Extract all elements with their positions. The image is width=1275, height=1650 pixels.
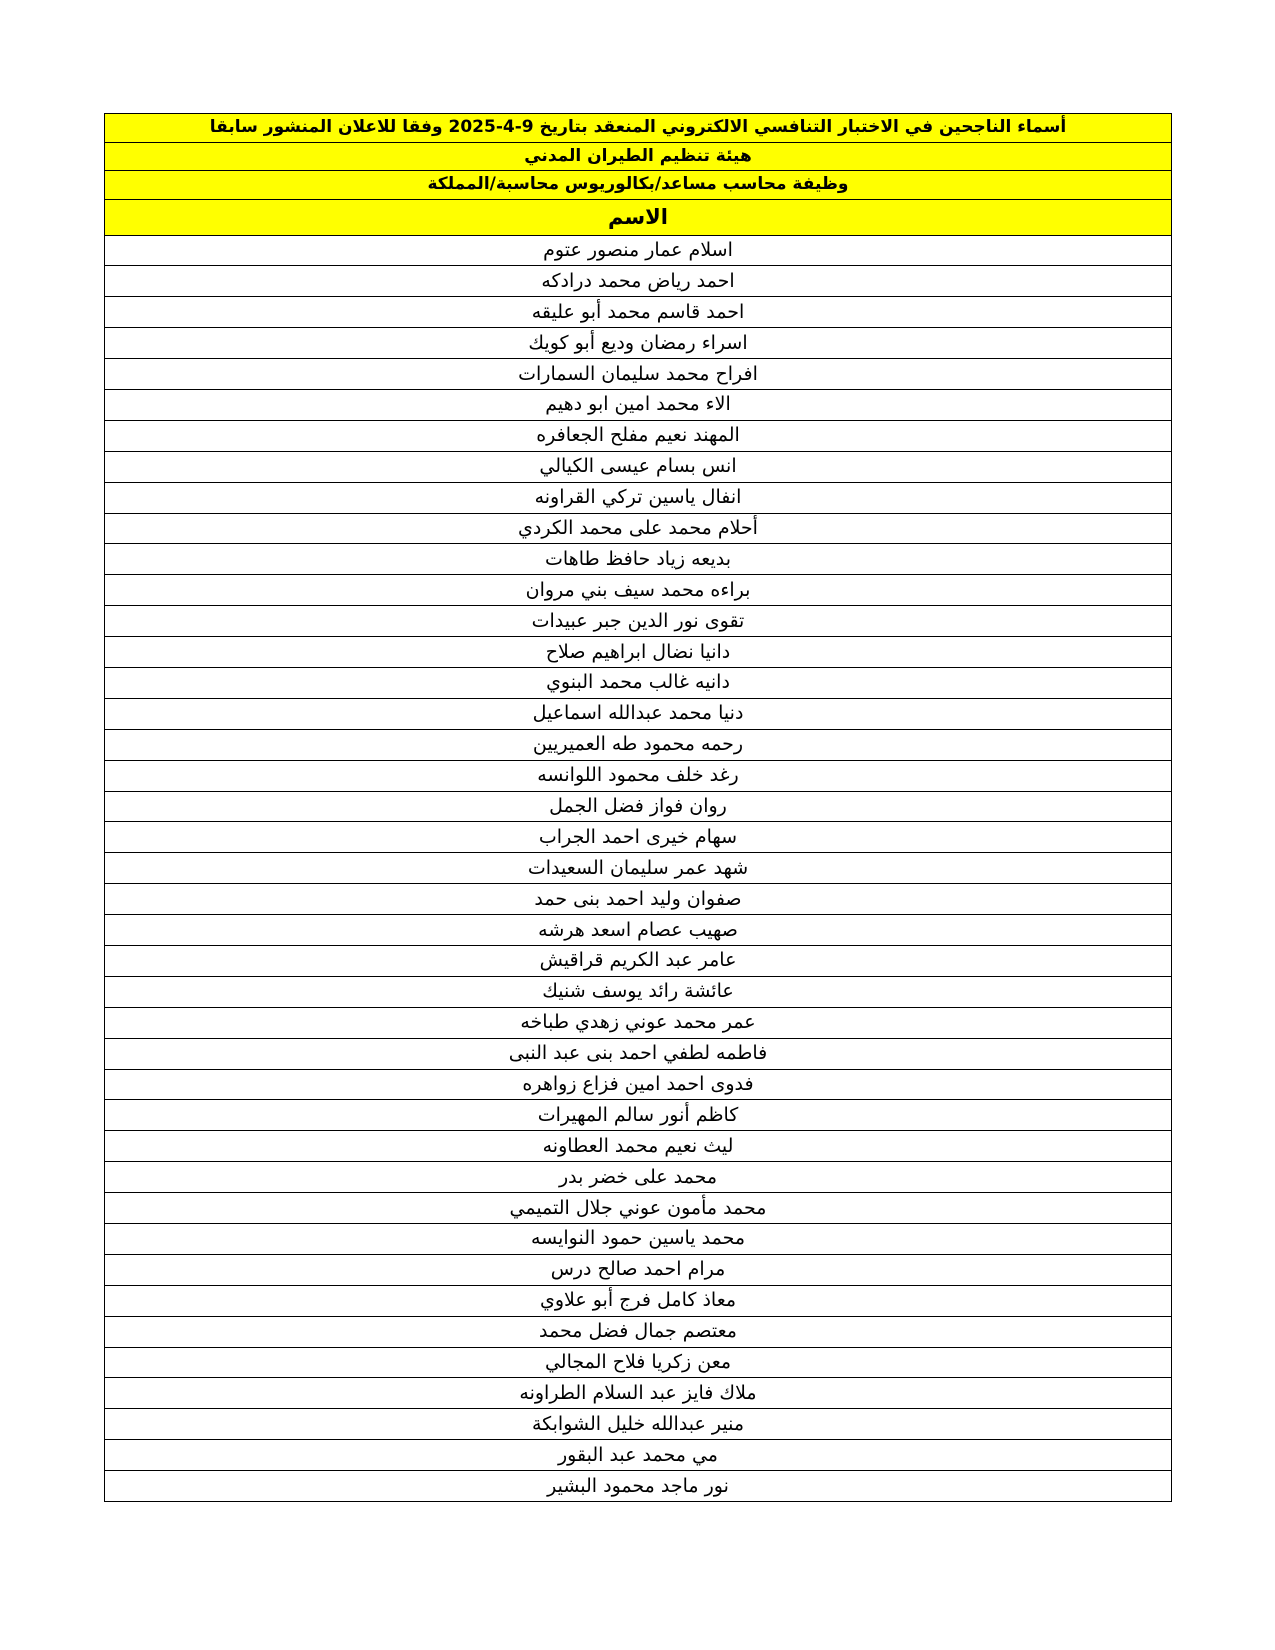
candidate-name: احمد قاسم محمد أبو عليقه (105, 297, 1172, 328)
candidate-name: مرام احمد صالح درس (105, 1254, 1172, 1285)
table-row (105, 328, 1172, 359)
candidate-name: معن زكريا فلاح المجالي (105, 1347, 1172, 1378)
candidate-name: مي محمد عبد البقور (105, 1440, 1172, 1471)
table-row (105, 945, 1172, 976)
candidate-name: افراح محمد سليمان السمارات (105, 359, 1172, 390)
candidate-name: تقوى نور الدين جبر عبيدات (105, 606, 1172, 637)
table-row (105, 1007, 1172, 1038)
table-row (105, 729, 1172, 760)
table-row (105, 1378, 1172, 1409)
table-row (105, 637, 1172, 668)
table-row (105, 482, 1172, 513)
title-row (105, 114, 1172, 143)
organization-name: هيئة تنظيم الطيران المدني (105, 142, 1172, 171)
table-row (105, 359, 1172, 390)
candidate-name: صفوان وليد احمد بنى حمد (105, 884, 1172, 915)
table-row (105, 822, 1172, 853)
table-row (105, 853, 1172, 884)
table-row (105, 1038, 1172, 1069)
candidate-name: رحمه محمود طه العميريين (105, 729, 1172, 760)
table-row (105, 1440, 1172, 1471)
table-row (105, 1162, 1172, 1193)
table-row (105, 1347, 1172, 1378)
name-column-header: الاسم (105, 199, 1172, 235)
table-row (105, 513, 1172, 544)
candidate-name: فاطمه لطفي احمد بنى عبد النبى (105, 1038, 1172, 1069)
table-row (105, 698, 1172, 729)
candidate-name: انفال ياسين تركي القراونه (105, 482, 1172, 513)
table-row (105, 667, 1172, 698)
candidate-name: براءه محمد سيف بني مروان (105, 575, 1172, 606)
candidate-name: عائشة رائد يوسف شنيك (105, 976, 1172, 1007)
candidate-name: منير عبدالله خليل الشوابكة (105, 1409, 1172, 1440)
candidate-name: محمد مأمون عوني جلال التميمي (105, 1193, 1172, 1224)
table-row (105, 1409, 1172, 1440)
candidate-name: اسلام عمار منصور عتوم (105, 235, 1172, 266)
candidate-name: عامر عبد الكريم قراقيش (105, 945, 1172, 976)
candidate-name: ملاك فايز عبد السلام الطراونه (105, 1378, 1172, 1409)
results-table (104, 113, 1172, 1502)
candidate-name: فدوى احمد امين فزاع زواهره (105, 1069, 1172, 1100)
candidate-name: دانيه غالب محمد البنوي (105, 667, 1172, 698)
table-row (105, 1100, 1172, 1131)
table-row (105, 1131, 1172, 1162)
candidate-name: محمد ياسين حمود النوايسه (105, 1224, 1172, 1255)
table-row (105, 575, 1172, 606)
candidate-name: سهام خيرى احمد الجراب (105, 822, 1172, 853)
announcement-title: أسماء الناجحين في الاختبار التنافسي الالكتروني المنعقد بتاريخ 9-4-2025 وفقا للاعلان المنشور سابقا (105, 114, 1172, 143)
table-row (105, 420, 1172, 451)
table-row (105, 606, 1172, 637)
candidate-name: ليث نعيم محمد العطاونه (105, 1131, 1172, 1162)
table-row (105, 760, 1172, 791)
position-title: وظيفة محاسب مساعد/بكالوريوس محاسبة/المملكة (105, 171, 1172, 200)
table-row (105, 1254, 1172, 1285)
table-row (105, 544, 1172, 575)
candidate-name: احمد رياض محمد درادكه (105, 266, 1172, 297)
candidate-name: دنيا محمد عبدالله اسماعيل (105, 698, 1172, 729)
table-row (105, 1471, 1172, 1502)
candidate-name: روان فواز فضل الجمل (105, 791, 1172, 822)
table-row (105, 884, 1172, 915)
table-row (105, 235, 1172, 266)
candidate-name: معتصم جمال فضل محمد (105, 1316, 1172, 1347)
candidate-name: دانيا نضال ابراهيم صلاح (105, 637, 1172, 668)
table-row (105, 915, 1172, 946)
table-row (105, 389, 1172, 420)
candidate-name: رغد خلف محمود اللوانسه (105, 760, 1172, 791)
candidate-name: أحلام محمد على محمد الكردي (105, 513, 1172, 544)
candidate-name: معاذ كامل فرج أبو علاوي (105, 1285, 1172, 1316)
column-header-row (105, 199, 1172, 235)
candidate-name: عمر محمد عوني زهدي طباخه (105, 1007, 1172, 1038)
table-row (105, 1285, 1172, 1316)
table-row (105, 297, 1172, 328)
table-row (105, 1069, 1172, 1100)
candidate-name: كاظم أنور سالم المهيرات (105, 1100, 1172, 1131)
candidate-name: الاء محمد امين ابو دهيم (105, 389, 1172, 420)
candidate-name: المهند نعيم مفلح الجعافره (105, 420, 1172, 451)
candidate-name: شهد عمر سليمان السعيدات (105, 853, 1172, 884)
table-row (105, 1193, 1172, 1224)
candidate-name: صهيب عصام اسعد هرشه (105, 915, 1172, 946)
position-row (105, 171, 1172, 200)
table-row (105, 1316, 1172, 1347)
table-row (105, 976, 1172, 1007)
table-row (105, 1224, 1172, 1255)
candidate-name: محمد على خضر بدر (105, 1162, 1172, 1193)
candidate-name: بديعه زياد حافظ طاهات (105, 544, 1172, 575)
organization-row (105, 142, 1172, 171)
candidate-name: اسراء رمضان وديع أبو كويك (105, 328, 1172, 359)
table-row (105, 791, 1172, 822)
table-row (105, 266, 1172, 297)
candidate-name: نور ماجد محمود البشير (105, 1471, 1172, 1502)
table-row (105, 451, 1172, 482)
candidate-name: انس بسام عيسى الكيالي (105, 451, 1172, 482)
